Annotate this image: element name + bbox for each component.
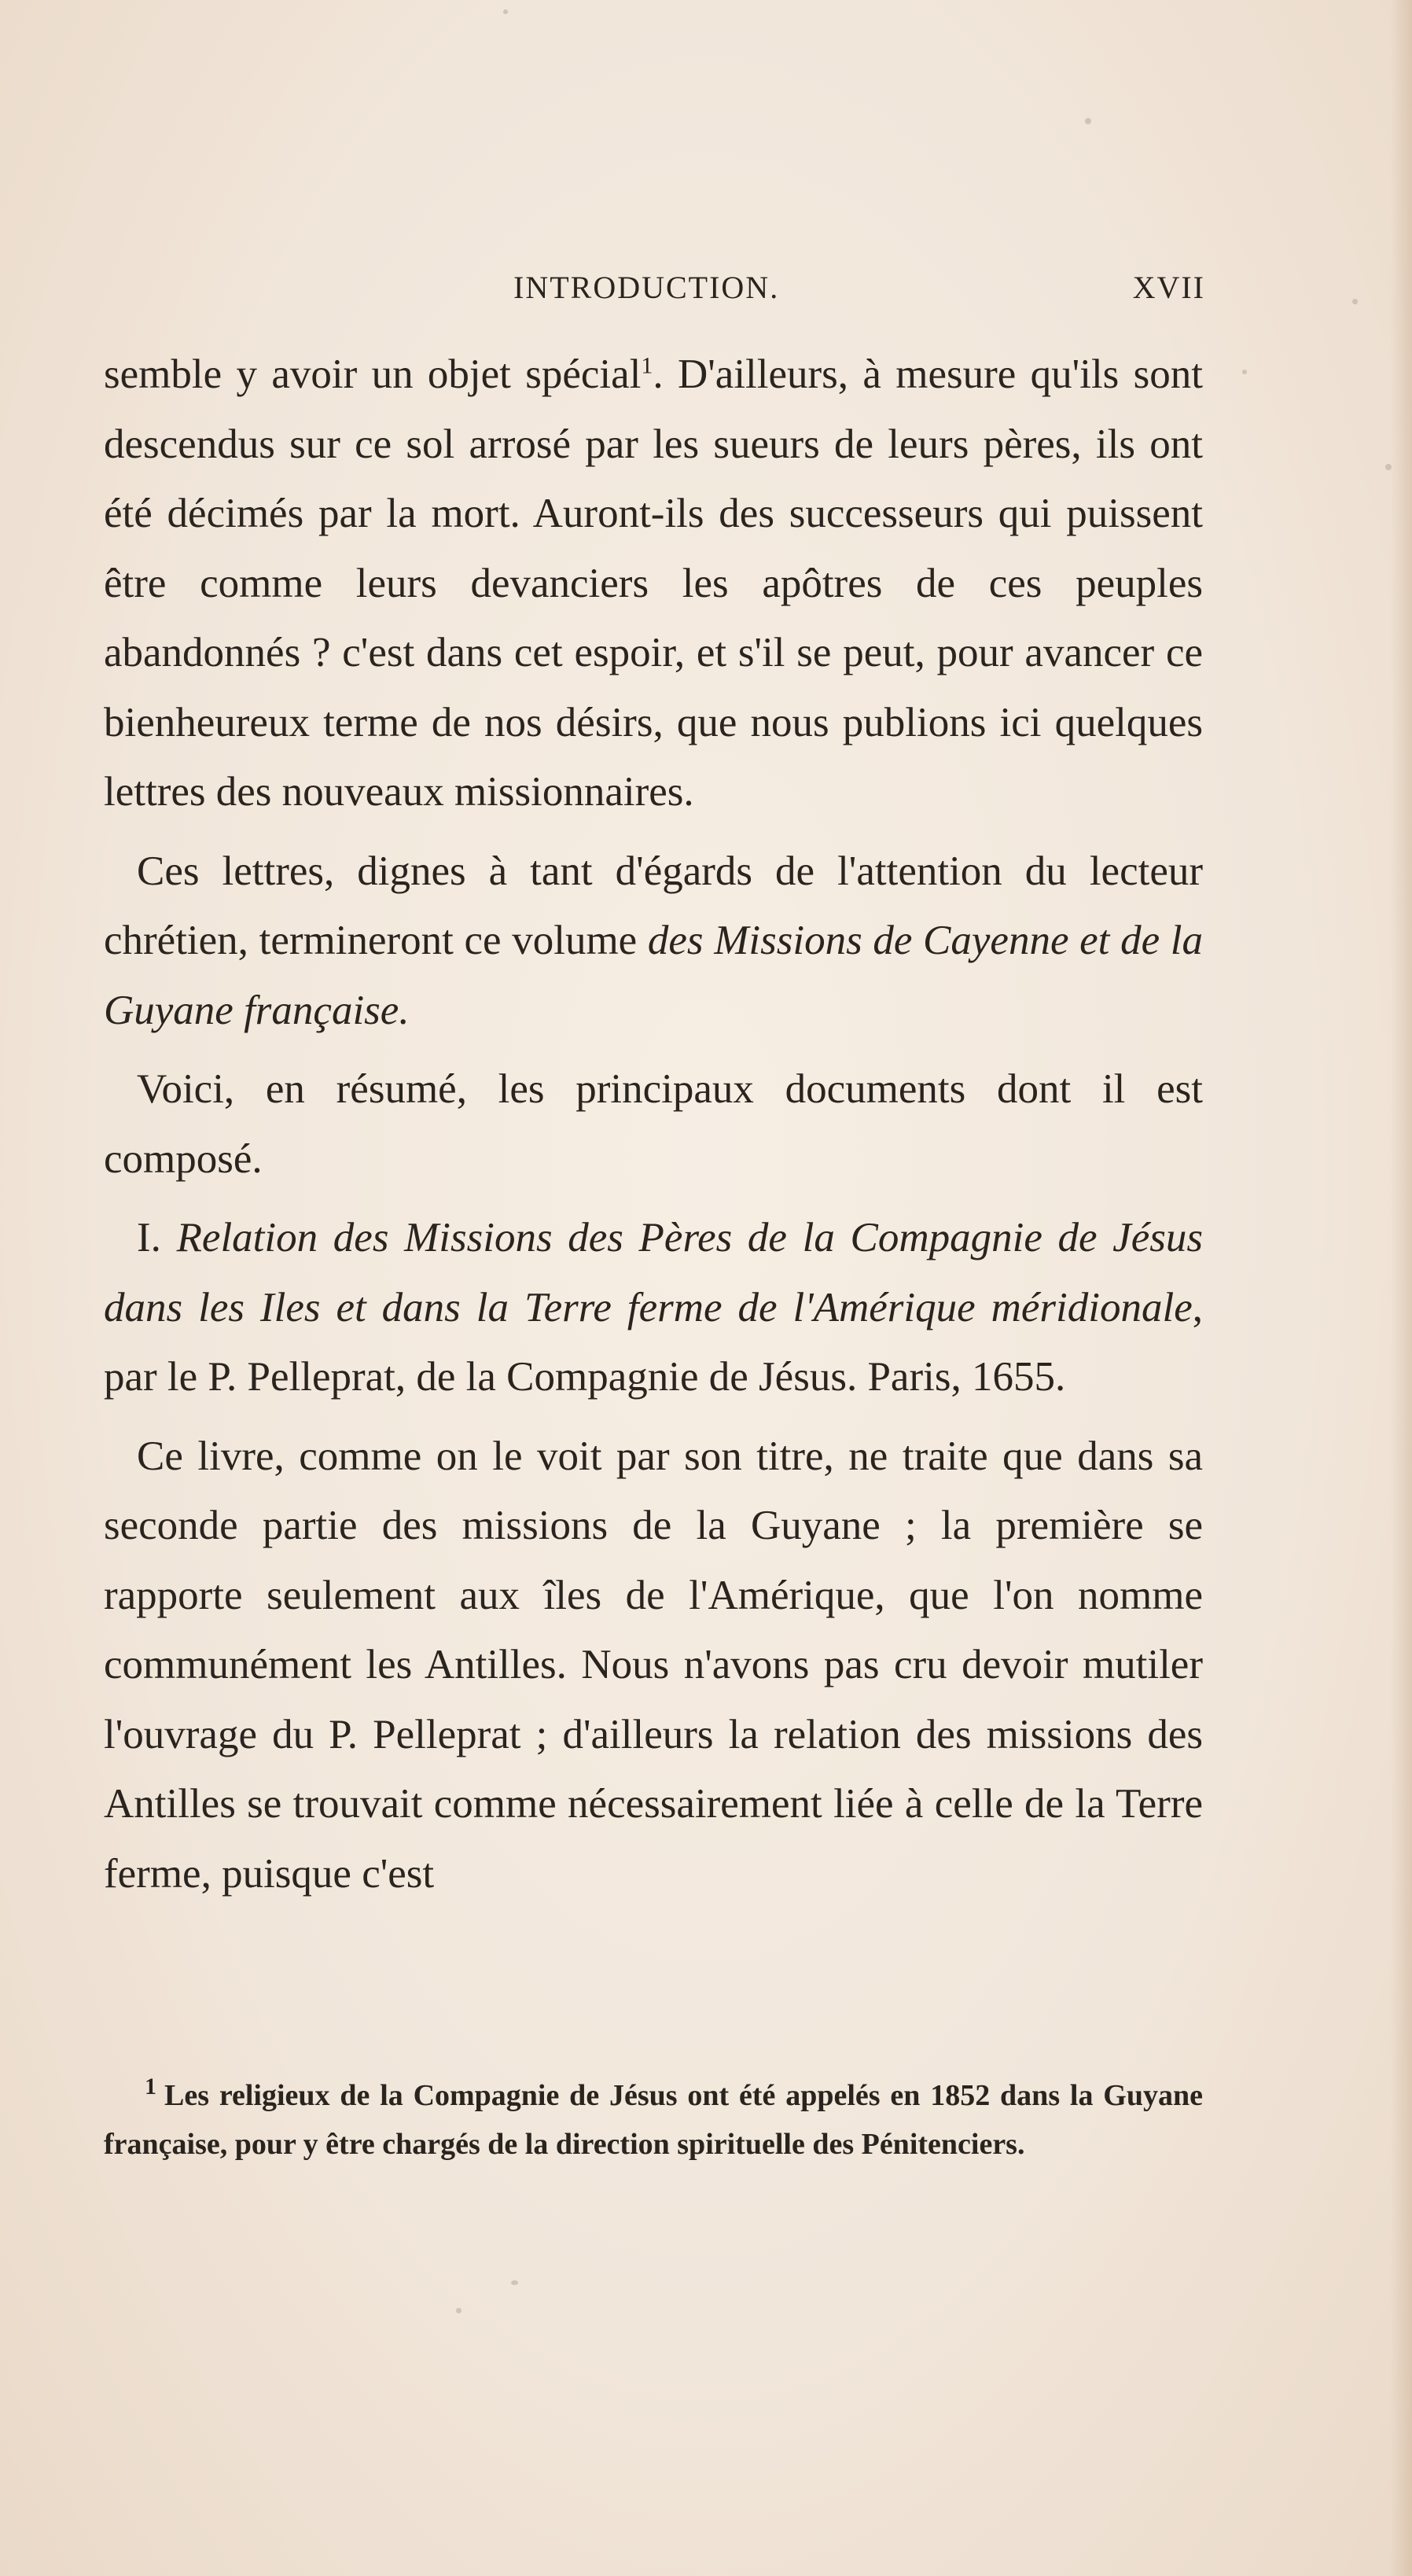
- paragraph-2-title: des Missions de Cayenne et de la Guyane française.: [104, 918, 1203, 1033]
- footnote-number: 1: [145, 2074, 156, 2100]
- paragraph-4-rest: , par le P. Pelleprat, de la Compagnie de Jésus. Paris, 1655.: [104, 1284, 1203, 1400]
- paragraph-4-numeral: I.: [137, 1215, 177, 1260]
- paragraph-3: Voici, en résumé, les principaux documents dont il est composé.: [104, 1066, 1203, 1182]
- paragraph-4-title: Relation des Missions des Pères de la Compagnie de Jésus dans les Iles et dans la Terre ferme de l'Amérique méridionale: [104, 1215, 1203, 1330]
- paragraph-1: [104, 340, 1203, 827]
- footnote: [104, 2071, 1203, 2169]
- paper-speck: [503, 9, 508, 14]
- paper-speck: [456, 2308, 461, 2313]
- footnote-reference: 1: [641, 352, 653, 379]
- paragraph-1-rest: . D'ailleurs, à mesure qu'ils sont descendus sur ce sol arrosé par les sueurs de leurs pères, ils ont été décimés par la mort. Auront-ils des successeurs qui puissent être comme leurs devanciers les apôtres de ces peuples abandonnés ? c'est dans cet espoir, et s'il se peut, pour avancer ce bienheureux terme de nos désirs, que nous publions ici quelques lettres des nouveaux missionnaires.: [104, 351, 1203, 815]
- paper-speck: [1242, 370, 1247, 374]
- paragraph-4: [104, 1203, 1203, 1412]
- paragraph-5: Ce livre, comme on le voit par son titre, ne traite que dans sa seconde partie des missions de la Guyane ; la première se rapporte seulement aux îles de l'Amérique, que l'on nomme communément les Antilles. Nous n'avons pas cru devoir mutiler l'ouvrage du P. Pelleprat ; d'ailleurs la relation des missions des Antilles se trouvait comme nécessairement liée à celle de la Terre ferme, puisque c'est: [104, 1433, 1203, 1897]
- page-edge-shadow: [1390, 0, 1412, 2576]
- paragraph-1-start: semble y avoir un objet spécial: [104, 351, 642, 397]
- page-number: XVII: [1132, 270, 1205, 305]
- paper-speck: [1085, 118, 1091, 124]
- paper-speck: [1385, 464, 1392, 470]
- footnote-text: Les religieux de la Compagnie de Jésus ont été appelés en 1852 dans la Guyane française, pour y être chargés de la direction spirituelle des Pénitenciers.: [104, 2079, 1203, 2161]
- paper-speck: [511, 2280, 518, 2285]
- paragraph-2: [104, 837, 1203, 1046]
- paper-speck: [1352, 299, 1358, 304]
- page-header: [513, 264, 1205, 311]
- main-text: [104, 340, 1203, 1908]
- paragraph-2-start: Ces lettres, dignes à tant d'égards de l'attention du lecteur chrétien, termineront ce volume: [104, 848, 1203, 963]
- running-head: INTRODUCTION.: [513, 270, 780, 305]
